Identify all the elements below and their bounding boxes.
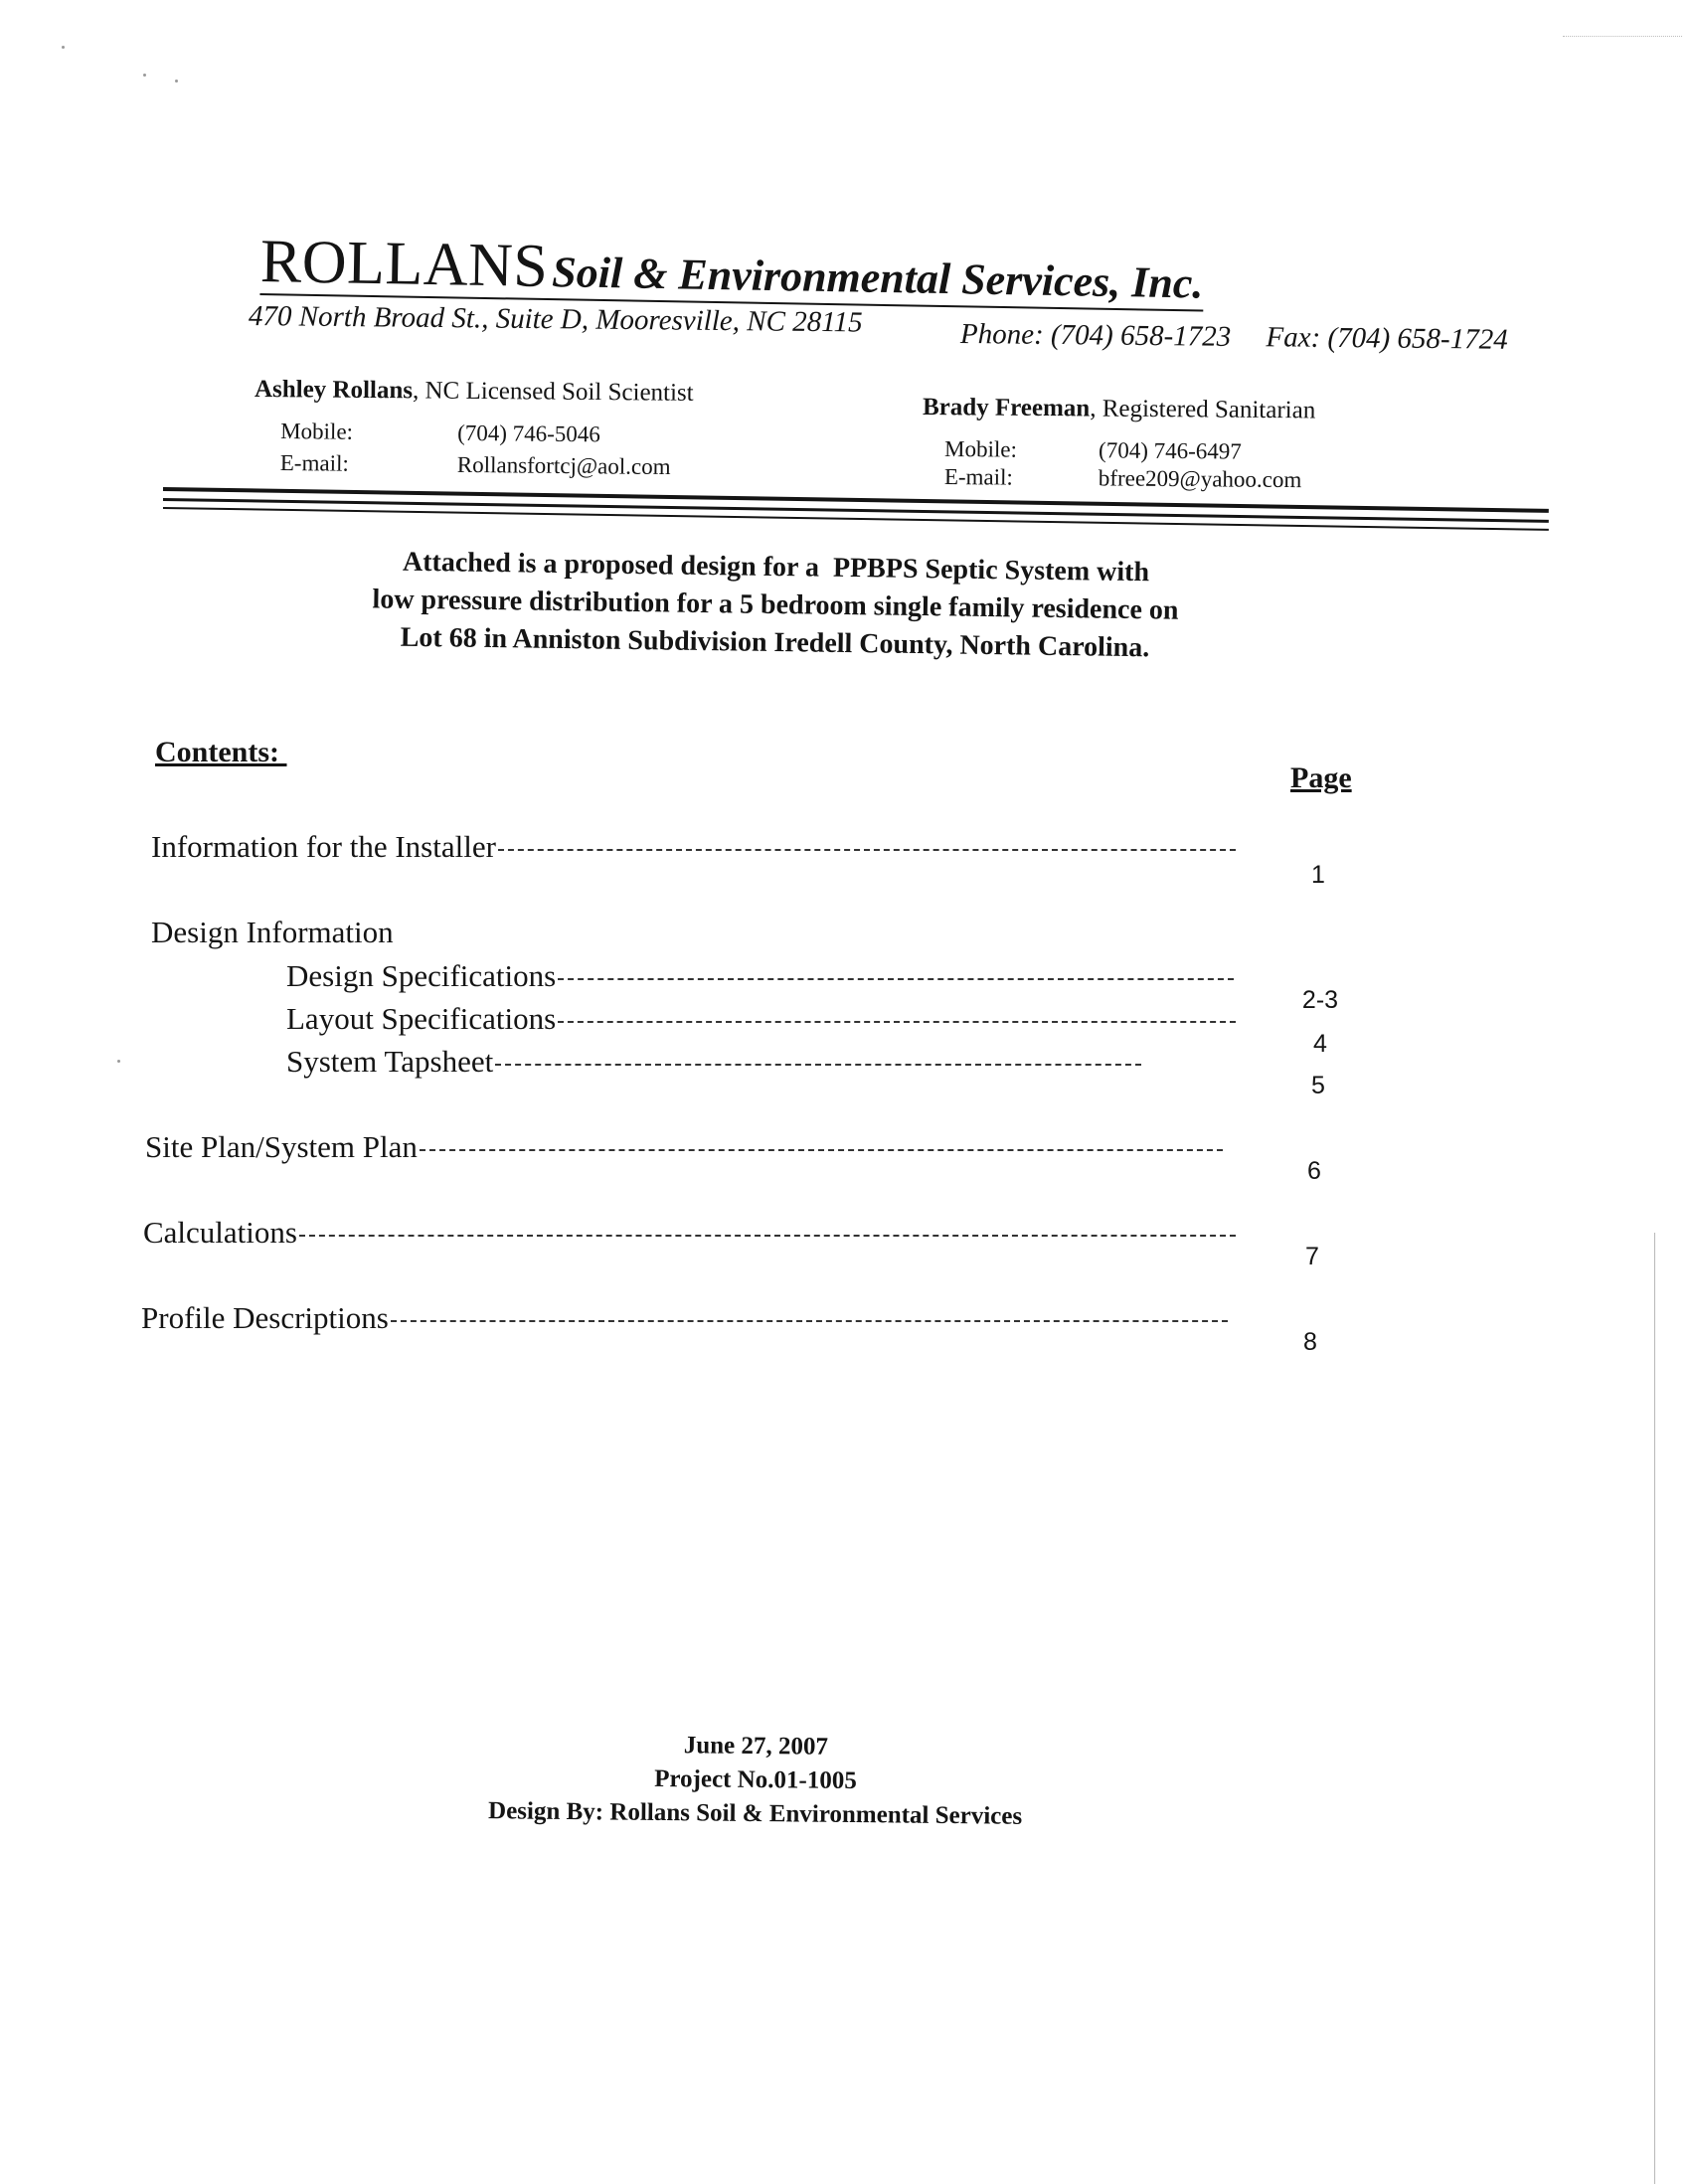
staff-title: , Registered Sanitarian: [1090, 395, 1316, 424]
staff-name: Brady Freeman: [922, 394, 1091, 422]
toc-page-number: 1: [1311, 861, 1325, 889]
company-name: ROLLANS: [259, 228, 549, 301]
company-fax: Fax: (704) 658-1724: [1266, 321, 1508, 356]
email-label: E-mail:: [279, 449, 349, 476]
footer-date: June 27, 2007: [683, 1732, 829, 1761]
mobile-label: Mobile:: [280, 419, 354, 444]
mobile-row: [944, 435, 1302, 466]
company-phone: Phone: (704) 658-1723: [959, 318, 1232, 353]
staff-title: , NC Licensed Soil Scientist: [412, 377, 694, 407]
toc-page-number: 4: [1313, 1030, 1327, 1058]
email-row: [280, 449, 671, 481]
email-row: [944, 463, 1302, 494]
mobile-number: (704) 746-6497: [1099, 437, 1242, 464]
toc-page-number: 8: [1303, 1328, 1317, 1356]
company-address: 470 North Broad St., Suite D, Mooresville, NC 28115: [248, 300, 863, 339]
mobile-label: Mobile:: [944, 436, 1018, 462]
toc-label: Layout Specifications: [286, 1001, 557, 1036]
scan-speck: [117, 1060, 120, 1063]
intro-line-3: Lot 68 in Anniston Subdivision Iredell County, North Carolina.: [400, 621, 1150, 664]
intro-line-2: low pressure distribution for a 5 bedroom single family residence on: [372, 584, 1179, 626]
design-by-label: Design By:: [487, 1797, 604, 1826]
toc-row-site-plan: [145, 1129, 1223, 1165]
scan-speck: [175, 80, 178, 83]
toc-leader: [299, 1235, 1236, 1237]
company-name-rest: Soil & Environmental Services, Inc.: [551, 248, 1204, 308]
staff-ashley-rollans: [254, 376, 694, 408]
toc-row-design-specifications: [286, 958, 1234, 994]
footer-design-by: [357, 1793, 1152, 1835]
toc-leader: [498, 849, 1236, 851]
toc-group-design-information: Design Information: [151, 915, 394, 949]
toc-leader: [420, 1149, 1223, 1151]
email-address: Rollansfortcj@aol.com: [456, 451, 671, 480]
document-footer: [357, 1726, 1153, 1835]
design-by-value: Rollans Soil & Environmental Services: [609, 1798, 1023, 1830]
contents-heading: Contents:: [155, 736, 287, 768]
scan-speck: [62, 46, 65, 49]
footer-project-number: Project No.01-1005: [654, 1764, 857, 1795]
toc-label: Profile Descriptions: [141, 1300, 389, 1335]
company-letterhead-title: [259, 228, 1204, 312]
toc-leader: [391, 1320, 1228, 1322]
toc-row-profile-descriptions: [141, 1300, 1228, 1336]
mobile-row: [280, 418, 671, 449]
toc-page-number: 2-3: [1301, 986, 1339, 1014]
intro-line-1: Attached is a proposed design for a PPBPS Septic System with: [402, 546, 1150, 588]
staff-brady-freeman: [923, 394, 1316, 424]
toc-label: Information for the Installer: [151, 829, 496, 864]
toc-leader: [495, 1064, 1141, 1066]
email-address: bfree209@yahoo.com: [1098, 465, 1302, 493]
mobile-number: (704) 746-5046: [457, 420, 601, 447]
scan-edge-line: [1654, 1233, 1655, 2184]
toc-label: System Tapsheet: [286, 1044, 494, 1079]
scan-speck: [143, 74, 146, 77]
toc-page-number: 5: [1311, 1072, 1325, 1099]
scan-top-mark: [1563, 36, 1682, 37]
toc-row-calculations: [143, 1215, 1236, 1251]
toc-row-installer: [151, 829, 1236, 865]
toc-row-layout-specifications: [286, 1001, 1236, 1037]
toc-page-number: 6: [1307, 1157, 1321, 1185]
toc-label: Calculations: [143, 1215, 297, 1250]
design-intro: [317, 543, 1234, 669]
staff-brady-contact: [944, 435, 1302, 494]
toc-label: Design Specifications: [286, 958, 557, 993]
page-column-heading: Page: [1290, 761, 1352, 794]
toc-leader: [558, 1021, 1236, 1023]
toc-label: Site Plan/System Plan: [145, 1129, 418, 1164]
toc-leader: [558, 978, 1234, 980]
toc-row-system-tapsheet: [286, 1044, 1141, 1080]
company-phone-fax: [960, 318, 1508, 357]
staff-name: Ashley Rollans: [254, 376, 414, 405]
email-label: E-mail:: [943, 463, 1013, 490]
staff-ashley-contact: [280, 418, 671, 481]
toc-page-number: 7: [1305, 1243, 1319, 1270]
